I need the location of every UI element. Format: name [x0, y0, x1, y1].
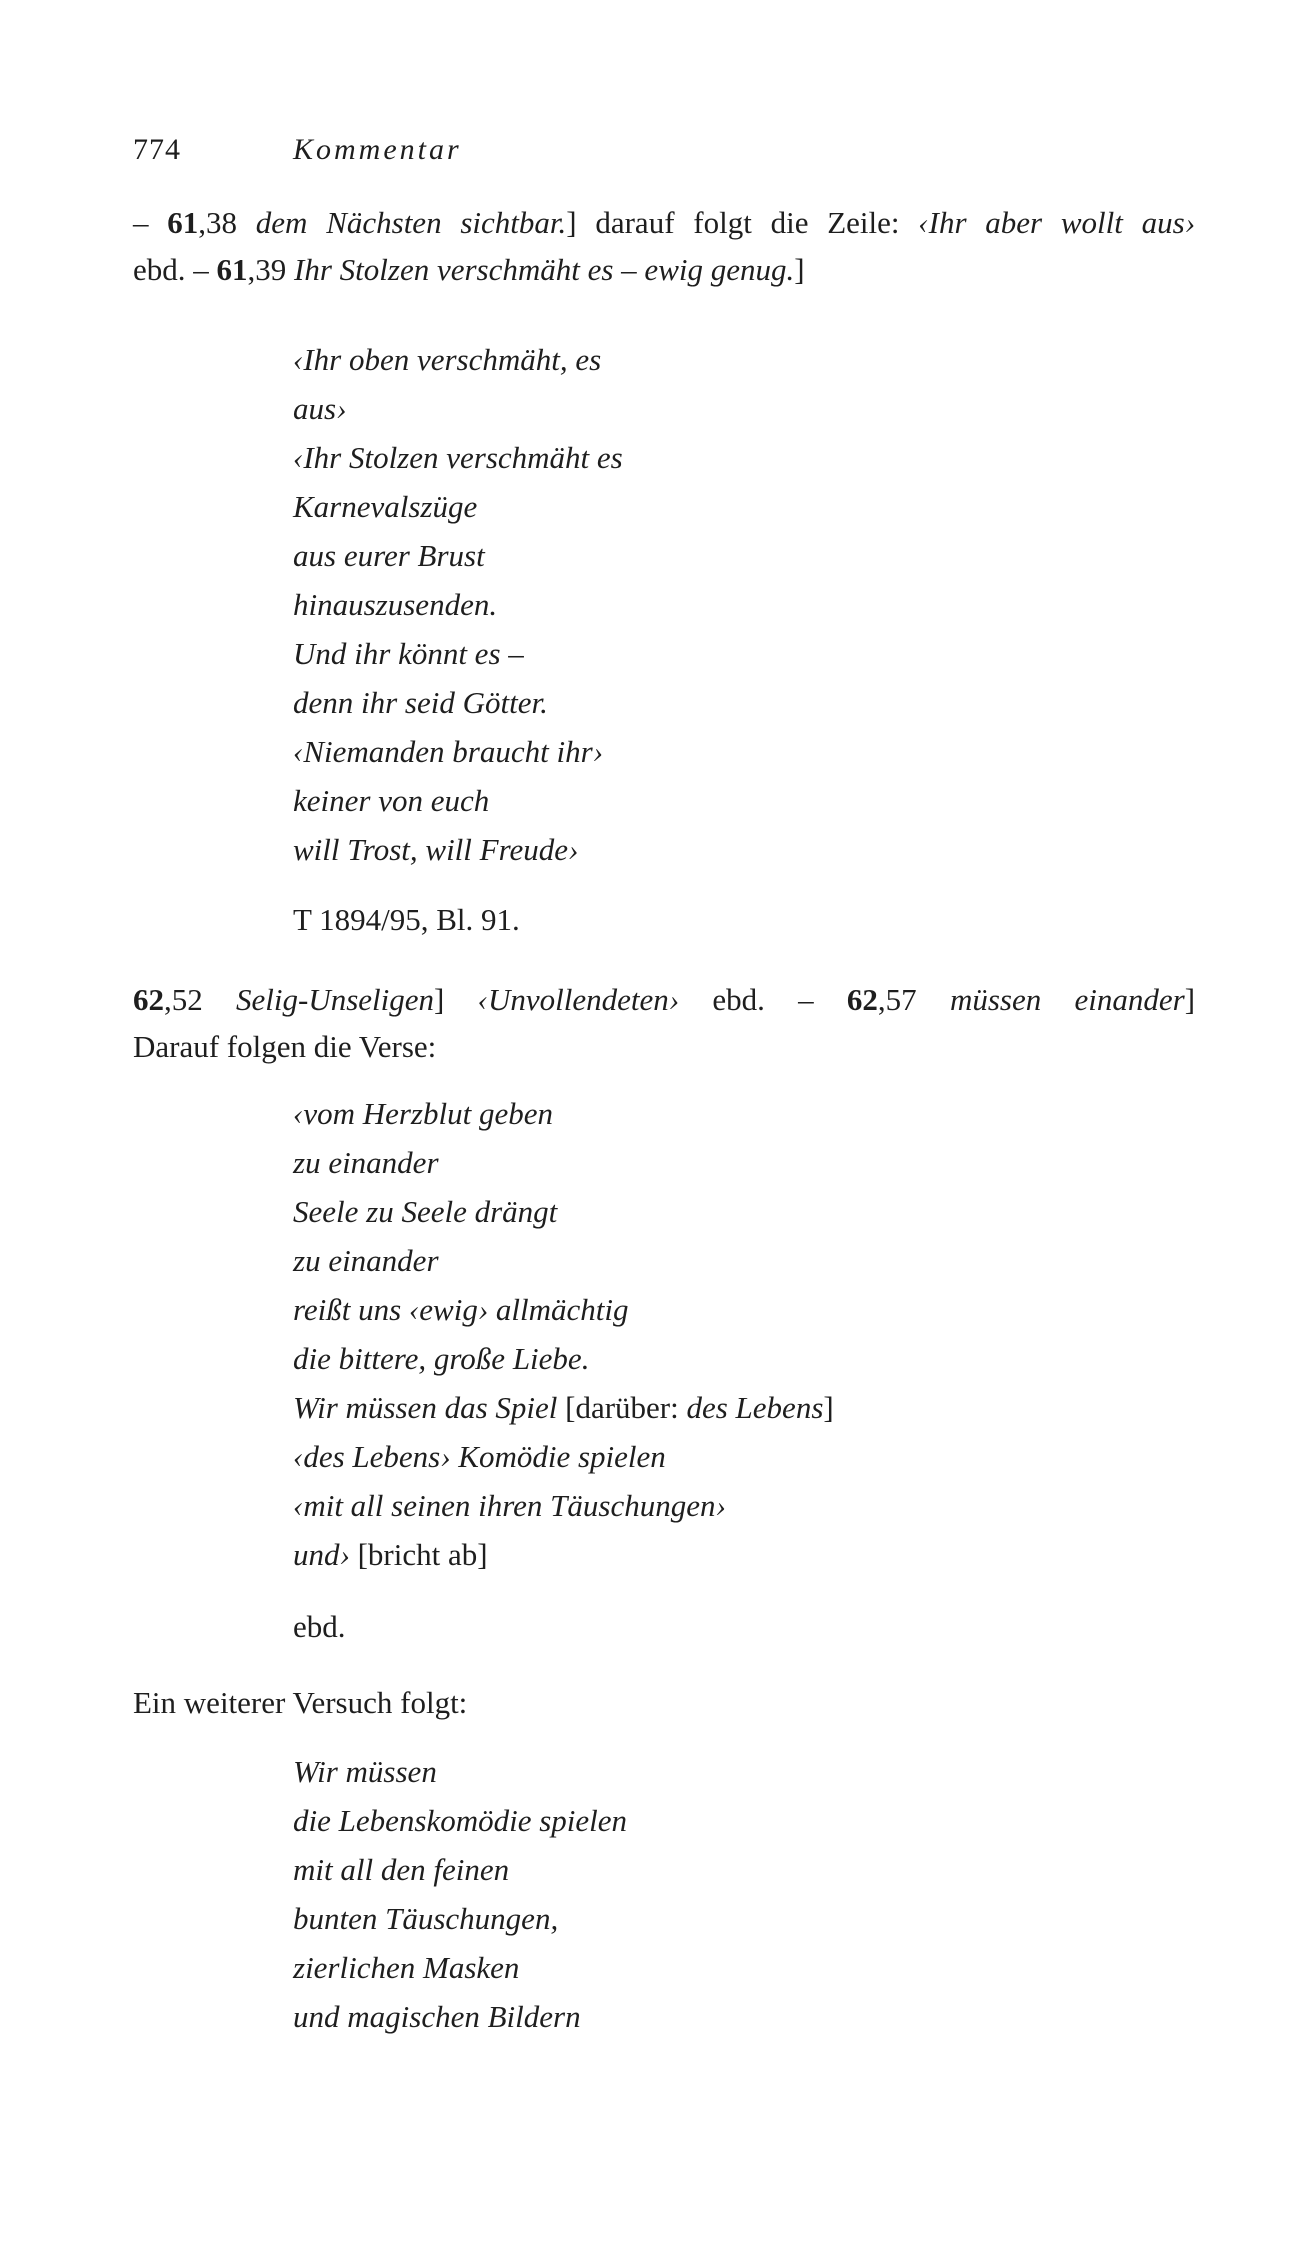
verse-line: zierlichen Masken [293, 1950, 520, 1985]
verse-line: ‹vom Herzblut geben [293, 1096, 553, 1131]
bracket: ] [434, 982, 478, 1017]
editorial-note: [darüber: [565, 1390, 687, 1425]
verse-line: zu einander [293, 1145, 439, 1180]
line-ref: ,38 [198, 205, 256, 240]
editorial-note: [bricht ab] [357, 1537, 488, 1572]
verse-text: Wir müssen das Spiel [293, 1390, 566, 1425]
deleted-reading: ‹Ihr aber wollt aus› [918, 205, 1196, 240]
verse-line: Und ihr könnt es – [293, 636, 524, 671]
verse-block-1 [293, 340, 623, 879]
verse-line: hinauszusenden. [293, 587, 498, 622]
page-ref: 61 [167, 205, 199, 240]
note-text: ] darauf folgt die Zeile: [566, 205, 919, 240]
bracket: ] [1184, 982, 1196, 1017]
verse-line: will Trost, will Freude› [293, 832, 579, 867]
line-ref: ,39 [247, 252, 295, 287]
verse-line: Seele zu Seele drängt [293, 1194, 558, 1229]
verse-line [293, 1535, 834, 1584]
commentary-line [133, 980, 1195, 1019]
lemma: dem Nächsten sichtbar. [255, 205, 567, 240]
commentary-line [133, 203, 1195, 242]
verse-line: reißt uns ‹ewig› allmächtig [293, 1292, 629, 1327]
verse-line: Wir müssen [293, 1754, 437, 1789]
page-ref: 62 [846, 982, 878, 1017]
variant-text: des Lebens [686, 1390, 824, 1425]
page-ref: 61 [216, 252, 248, 287]
verse-block-2 [293, 1094, 834, 1584]
verse-line: keiner von euch [293, 783, 490, 818]
verse-line: Karnevalszüge [293, 489, 478, 524]
verse-line: die Lebenskomödie spielen [293, 1803, 628, 1838]
verse-line: bunten Täuschungen, [293, 1901, 559, 1936]
verse-line: und magischen Bildern [293, 1999, 581, 2034]
verse-line: denn ihr seid Götter. [293, 685, 548, 720]
verse-line [293, 1388, 834, 1437]
verse-line: aus› [293, 391, 347, 426]
verse-line: ‹Niemanden braucht ihr› [293, 734, 603, 769]
verse-line: zu einander [293, 1243, 439, 1278]
verse-line: ‹Ihr Stolzen verschmäht es [293, 440, 623, 475]
commentary-line: Darauf folgen die Verse: [133, 1029, 437, 1064]
verse-line: aus eurer Brust [293, 538, 485, 573]
verse-text: und› [293, 1537, 358, 1572]
verse-line: ‹mit all seinen ihren Täuschungen› [293, 1488, 726, 1523]
verse-block-3 [293, 1752, 627, 2046]
source-reference: ebd. [293, 1609, 346, 1644]
lemma: müssen einander [949, 982, 1185, 1017]
running-title: Kommentar [293, 133, 462, 166]
note-text: ebd. – [133, 252, 217, 287]
commentary-entry-62-52 [133, 980, 1195, 1019]
commentary-entry-61-38 [133, 203, 1195, 242]
line-ref: ,57 [877, 982, 950, 1017]
commentary-entry-61-39 [133, 250, 1195, 289]
bracket: ] [823, 1390, 834, 1425]
line-ref: ,52 [164, 982, 237, 1017]
verse-line: ‹des Lebens› Komödie spielen [293, 1439, 666, 1474]
commentary-line: Ein weiterer Versuch folgt: [133, 1685, 468, 1720]
bracket: ] [794, 252, 805, 287]
verse-line: ‹Ihr oben verschmäht, es [293, 342, 602, 377]
source-reference: T 1894/95, Bl. 91. [293, 902, 520, 937]
note-text: ebd. – [679, 982, 847, 1017]
lemma: Ihr Stolzen verschmäht es – ewig genug. [294, 252, 795, 287]
page-number: 774 [133, 133, 181, 166]
lemma: Selig-Unseligen [236, 982, 435, 1017]
page-ref: 62 [133, 982, 164, 1017]
verse-line: die bittere, große Liebe. [293, 1341, 590, 1376]
verse-line: mit all den feinen [293, 1852, 510, 1887]
dash: – [133, 205, 168, 240]
page-header [133, 131, 462, 169]
deleted-reading: ‹Unvollendeten› [477, 982, 680, 1017]
